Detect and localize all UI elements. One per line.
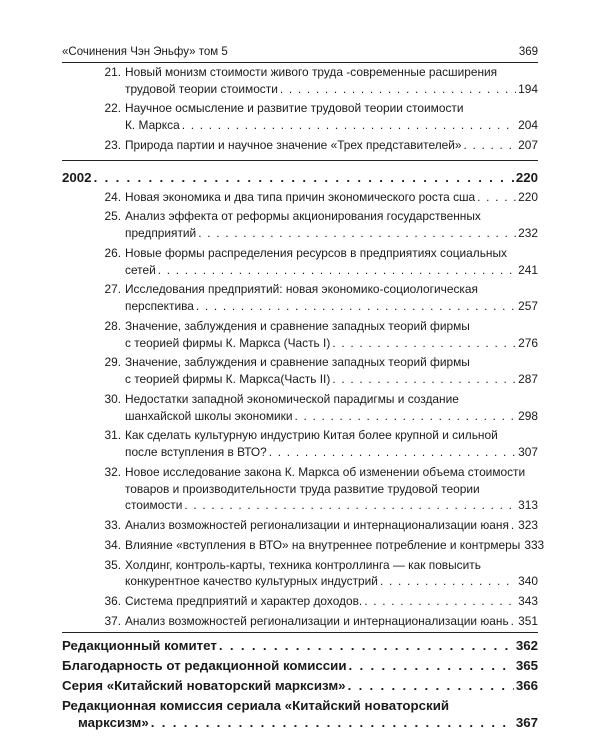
entry-title-line: Значение, заблуждения и сравнение западных теорий фирмы [125,318,470,333]
entry-text [125,427,538,461]
section-rule-bottom [62,632,538,633]
entry-number: 26. [104,245,121,260]
entry-number: 23. [104,137,121,152]
dot-leader [477,189,516,206]
dot-leader [158,262,516,279]
entry-page-number: 343 [518,593,538,608]
entry-page-number: 365 [515,658,538,674]
entry-title-line: товаров и производительности труда развитие трудовой теории [125,481,480,496]
entry-title-line: Влияние «вступления в ВТО» на внутреннее потребление и контрмеры [125,537,521,552]
toc-year-heading[interactable] [62,169,538,186]
entry-text [62,697,538,731]
entry-title-line: марксизм» [78,715,149,731]
header-rule [62,62,538,63]
dot-leader [464,137,517,154]
entry-page-number: 362 [515,638,538,654]
entry-text [125,593,538,610]
dot-leader [184,497,516,514]
entry-title-line: К. Маркса [125,118,180,133]
toc-section-entry[interactable] [62,657,538,674]
entry-text [125,318,538,352]
entry-title-line: Серия «Китайский новаторский марксизм» [62,678,346,694]
entry-number: 27. [104,282,121,297]
dot-leader [380,573,516,590]
entry-title-line: Природа партии и научное значение «Трех представителей» [125,137,462,152]
toc-entry[interactable] [62,391,538,425]
dot-leader [94,169,514,186]
entry-text [125,517,538,534]
entry-page-number: 340 [518,574,538,589]
entry-title-line: Недостатки западной экономической парадигмы и создание [125,391,459,406]
entry-text [125,464,538,514]
dot-leader [364,593,516,610]
entry-title-line: шанхайской школы экономики [125,408,293,423]
toc-entry[interactable] [62,189,538,206]
entry-page-number: 287 [518,372,538,387]
entry-page-number: 241 [518,262,538,277]
table-of-contents [62,64,545,734]
entry-page-number: 232 [518,226,538,241]
toc-group-closing [62,637,538,731]
entry-title-line: перспектива [125,299,194,314]
toc-section-entry[interactable] [62,697,538,731]
entry-title-line: предприятий [125,226,197,241]
toc-entry[interactable] [62,427,538,461]
entry-title-line: Новая экономика и два типа причин экономического роста сша [125,189,476,204]
dot-leader [511,517,516,534]
entry-title-line: Значение, заблуждения и сравнение западных теорий фирмы [125,355,470,370]
entry-text [62,637,538,654]
dot-leader [332,371,516,388]
toc-entry[interactable] [62,464,538,514]
entry-page-number: 204 [518,118,538,133]
entry-title-line: Редакционная комиссия сериала «Китайский новаторский [62,698,450,714]
entry-page-number: 351 [518,613,538,628]
entry-title-line: Новый монизм стоимости живого труда -современные расширения [125,65,498,79]
entry-page-number: 333 [524,537,545,552]
toc-entry[interactable] [62,64,538,98]
entry-title-line: Анализ эффекта от реформы акционирования государственных [125,209,481,224]
entry-title-line: с теорией фирмы К. Маркса (Часть I) [125,335,331,350]
toc-section-entry[interactable] [62,677,538,694]
entry-title-line: Благодарность от редакционной комиссии [62,658,347,674]
toc-entry[interactable] [62,354,538,388]
entry-text [125,189,538,206]
entry-number: 32. [104,464,121,479]
entry-text [125,391,538,425]
toc-entry[interactable] [62,137,538,154]
running-head [62,44,538,60]
entry-number: 33. [104,518,121,533]
entry-title-line: сетей [125,262,156,277]
book-title: «Сочинения Чэн Эньфу» том 5 [62,46,228,58]
entry-title-line: стоимости [125,498,183,513]
entry-text [62,657,538,674]
entry-title-line: с теорией фирмы К. Маркса(Часть II) [125,372,331,387]
entry-page-number: 194 [518,81,538,96]
entry-text [125,613,538,630]
entry-title-line: Исследования предприятий: новая экономико-социологическая [125,282,478,297]
entry-number: 22. [104,101,121,116]
entry-number: 28. [104,318,121,333]
dot-leader [219,637,514,654]
dot-leader [349,657,514,674]
entry-title-line: Редакционный комитет [62,638,217,654]
entry-page-number: 313 [518,498,538,513]
toc-group-2001 [62,64,538,154]
toc-entry[interactable] [62,318,538,352]
entry-number: 30. [104,391,121,406]
entry-number: 29. [104,355,121,370]
entry-text [125,557,538,591]
entry-number: 25. [104,209,121,224]
dot-leader [182,117,516,134]
toc-entry[interactable] [62,208,538,242]
entry-number: 35. [104,557,121,572]
entry-page-number: 366 [515,678,538,694]
entry-title-line: Новое исследование закона К. Маркса об изменении объема стоимости [125,464,526,479]
toc-entry[interactable] [62,537,545,554]
dot-leader [269,444,516,461]
entry-text [62,677,538,694]
entry-text [125,100,538,134]
entry-text [125,245,538,279]
toc-entry[interactable] [62,557,538,591]
entry-text [125,137,538,154]
entry-number: 37. [104,613,121,628]
entry-page-number: 307 [518,445,538,460]
entry-title-line: Как сделать культурную индустрию Китая более крупной и сильной [125,428,498,443]
entry-text [125,281,538,315]
entry-text [125,354,538,388]
toc-entry[interactable] [62,593,538,610]
toc-entry[interactable] [62,245,538,279]
entry-title-line: Холдинг, контроль-карты, техника контроллинга — как повысить [125,557,481,572]
entry-title-line: Анализ возможностей регионализации и интернационализации юаня [125,518,509,533]
entry-title-line: Новые формы распределения ресурсов в предприятиях социальных [125,245,507,260]
year-label: 2002 [62,169,92,185]
entry-text [125,537,545,554]
entry-title-line: Научное осмысление и развитие трудовой теории стоимости [125,101,464,116]
entry-page-number: 207 [518,137,538,152]
entry-title-line: Анализ возможностей регионализации и интернационализации юань [125,613,509,628]
page-number: 369 [518,46,538,58]
entry-title-line: трудовой теории стоимости [125,81,278,96]
section-rule-top [62,160,538,161]
entry-page-number: 220 [518,189,538,204]
entry-page-number: 276 [518,335,538,350]
dot-leader [280,81,516,98]
dot-leader [198,225,516,242]
entry-title-line: после вступления в ВТО? [125,445,267,460]
dot-leader [348,677,514,694]
dot-leader [295,408,517,425]
entry-title-line: конкурентное качество культурных индустрий [125,574,378,589]
entry-page-number: 367 [515,715,538,731]
entry-text [125,64,538,98]
dot-leader [151,714,514,731]
toc-entry[interactable] [62,281,538,315]
dot-leader [196,298,516,315]
toc-entry[interactable] [62,517,538,534]
toc-entry[interactable] [62,100,538,134]
entry-text [125,208,538,242]
entry-number: 24. [104,189,121,204]
entry-number: 34. [104,537,121,552]
year-page: 220 [515,169,538,185]
toc-entry[interactable] [62,613,538,630]
entry-number: 36. [104,593,121,608]
entry-page-number: 257 [518,299,538,314]
dot-leader [332,335,516,352]
toc-group-2002 [62,189,545,630]
entry-title-line: Система предприятий и характер доходов. [125,593,363,608]
dot-leader [511,613,516,630]
entry-number: 31. [104,428,121,443]
entry-number: 21. [104,65,121,79]
toc-section-entry[interactable] [62,637,538,654]
entry-page-number: 298 [518,408,538,423]
entry-page-number: 323 [518,518,538,533]
